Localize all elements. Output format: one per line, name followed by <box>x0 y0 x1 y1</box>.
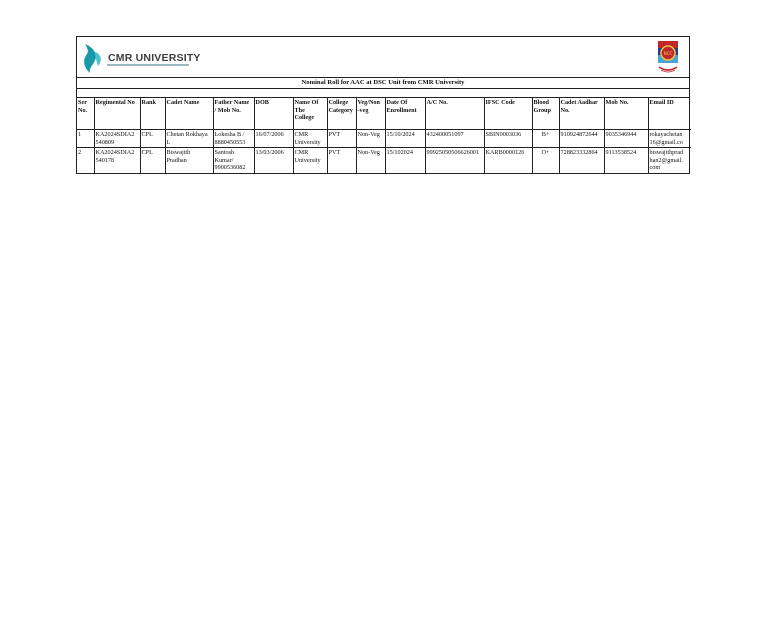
cell-ser-no: 2 <box>77 148 94 173</box>
col-college-name: Name Of The College <box>293 98 327 130</box>
cell-college-category: PVT <box>327 148 356 173</box>
cell-dob: 16/07/2006 <box>254 130 293 148</box>
cell-college-category: PVT <box>327 130 356 148</box>
university-wordmark: CMR UNIVERSITY <box>108 52 201 64</box>
emblem-lettering: NCC <box>663 51 673 56</box>
spacer-row <box>77 89 689 98</box>
cell-veg-nonveg: Non-Veg <box>356 148 385 173</box>
col-dob: DOB <box>254 98 293 130</box>
col-ser-no: Ser No. <box>77 98 94 130</box>
col-college-category: College Category <box>327 98 356 130</box>
cell-regimental-no: KA2024SDIA2 540178 <box>94 148 140 173</box>
cell-cadet-name: Chetan Rokhaya L <box>165 130 213 148</box>
cell-father-name: Lokesha B / 8880450553 <box>213 130 254 148</box>
cell-enrollment-date: 15/10/2024 <box>385 130 425 148</box>
header-row <box>77 98 691 130</box>
cell-mob-no: 9113538524 <box>604 148 648 173</box>
col-cadet-name: Cadet Name <box>165 98 213 130</box>
cell-email-id: rokayachetan 16@gmail.co <box>648 130 691 148</box>
cell-mob-no: 9035346944 <box>604 130 648 148</box>
nominal-roll-sheet <box>76 36 690 174</box>
cell-email-id: biswajithprad han2@gmail. com <box>648 148 691 173</box>
cell-regimental-no: KA2024SDIA2 540809 <box>94 130 140 148</box>
cell-ifsc-code: KARB0000126 <box>484 148 532 173</box>
cell-ser-no: 1 <box>77 130 94 148</box>
col-email-id: Email ID <box>648 98 691 130</box>
col-blood-group: Blood Group <box>532 98 559 130</box>
cell-father-name: Santosh Kumar/ 9900536082 <box>213 148 254 173</box>
cell-college-name: CMR University <box>293 148 327 173</box>
table-row <box>77 148 691 173</box>
cell-account-no: 432400051097 <box>425 130 484 148</box>
cell-veg-nonveg: Non-Veg <box>356 130 385 148</box>
col-aadhar-no: Cadet Aadhar No. <box>559 98 604 130</box>
document-title: Nominal Roll for AAC at DSC Unit from CMR University <box>77 78 689 89</box>
cell-college-name: CMR University <box>293 130 327 148</box>
col-veg-nonveg: Veg/Non -veg <box>356 98 385 130</box>
header-band <box>77 37 689 78</box>
ncc-emblem <box>655 39 681 80</box>
logo-tagline-rule <box>107 64 189 66</box>
col-ifsc-code: IFSC Code <box>484 98 532 130</box>
cell-enrollment-date: 15/102024 <box>385 148 425 173</box>
table-row <box>77 130 691 148</box>
cell-cadet-name: Biswajith Pradhan <box>165 148 213 173</box>
col-rank: Rank <box>140 98 165 130</box>
col-regimental-no: Regimental No <box>94 98 140 130</box>
cell-blood-group: B+ <box>532 130 559 148</box>
cell-account-no: 99925050506626001 <box>425 148 484 173</box>
nominal-roll-table <box>77 98 691 173</box>
cell-blood-group: O+ <box>532 148 559 173</box>
col-enrollment-date: Date Of Enrollment <box>385 98 425 130</box>
cmr-university-logo <box>81 41 201 75</box>
cell-dob: 13/03/2006 <box>254 148 293 173</box>
cell-ifsc-code: SBIN0003036 <box>484 130 532 148</box>
cell-aadhar-no: 910924872644 <box>559 130 604 148</box>
cmr-leaf-icon <box>81 42 105 74</box>
cell-rank: CPL <box>140 148 165 173</box>
col-father-name: Father Name / Mob No. <box>213 98 254 130</box>
col-mob-no: Mob No. <box>604 98 648 130</box>
col-account-no: A/C No. <box>425 98 484 130</box>
cell-aadhar-no: 728823332864 <box>559 148 604 173</box>
cell-rank: CPL <box>140 130 165 148</box>
